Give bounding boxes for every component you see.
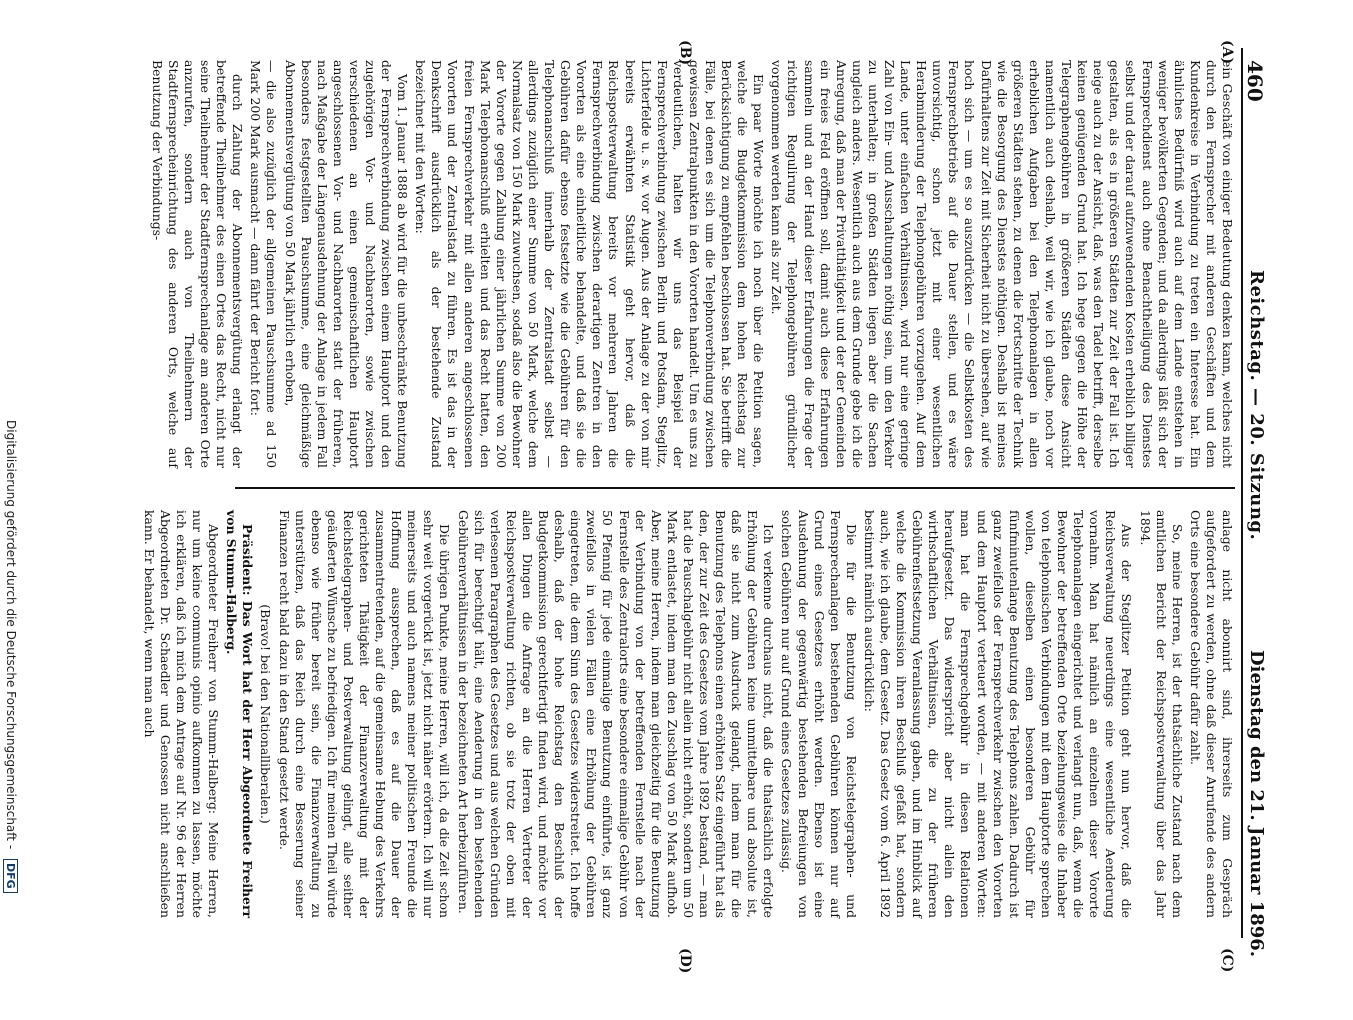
margin-mark-b: (B) xyxy=(677,40,693,66)
paragraph: Ein paar Worte möchte ich noch über die Petition sagen, welche die Budgetkommission dem hohen Reichstag zur Berücksichtigung zu empfehlen beschlossen hat. Sie betrifft die Fälle, bei denen es sich um die Telephonverbindung zwischen gewissen Zentralpunkten in den Vororten handelt. Um es uns zu verdeutlichen, halten wir uns das Beispiel der Fernsprechverbindung zwischen Berlin und Potsdam, Steglitz, Lichterfelde u. s. w. vor Augen. Aus der Anlage zu der von mir bereits erwähnten Statistik geht hervor, daß die Reichspostverwaltung bereits vor mehreren Jahren die Fernsprechverbindung zwischen derartigen Zentren in den Vororten als eine einheitliche behandelte, und daß sie die Gebühren dafür ebenso festsetzte wie die Gebühren für den Telephonanschluß innerhalb der Zentralstadt selbst — allerdings zuzüglich einer Summe von 50 Mark, welche dem Normalsatz von 150 Mark zuwuchsen, sodaß also die Bewohner der Vororte gegen Zahlung einer jährlichen Summe von 200 Mark Telephonanschluß erhielten und das Recht hatten, den freien Fernsprechverkehr mit allen anderen angeschlossenen Vororten und der Zentralstadt zu führen. Es ist das in der Denkschrift ausdrücklich als der bestehende Zustand bezeichnet mit den Worten: xyxy=(413,60,767,468)
session-date: Dienstag den 21. Januar 1896. xyxy=(1246,650,1267,958)
running-head: Reichstag. — 20. Sitzung. xyxy=(1246,270,1267,541)
margin-mark-a: (A) xyxy=(1219,40,1235,65)
margin-mark-d: (D) xyxy=(677,948,693,974)
paragraph: — die also zuzüglich der allgemeinen Pauschsumme ad 150 Mark 200 Mark ausmacht — dann fährt der Bericht fort: xyxy=(248,60,280,468)
right-text-column xyxy=(141,510,1235,918)
digitization-credit xyxy=(0,420,18,1020)
header-rule xyxy=(1241,48,1243,938)
applause-note: (Bravo! bei den Nationalliberalen.) xyxy=(258,604,274,824)
quoted-paragraph: Vom 1. Januar 1888 ab wird für die unbeschränkte Benutzung der Fernsprechverbindung zwischen einem Hauptort und den zugehörigen Vor- und Nachbarorten, sowie zwischen verschiedenen an einen gemeinschaftlichen Hauptort angeschlossenen Vor- und Nachbarorten statt der früheren, nach Maßgabe der Längenausdehnung der Anlage in jedem Fall besonders festgestellten Pauschsumme, eine gleichmäßige Abonnementsvergütung von 50 Mark jährlich erhoben, xyxy=(282,60,411,468)
quoted-paragraph: Die für die Benutzung von Reichstelegraphen- und Fernsprechanlagen bestehenden Gebühren können nur auf Grund eines Gesetzes erhöht werden. Ebenso ist eine Ausdehnung der gegenwärtig bestehenden Befreiungen von solchen Gebühren nur auf Grund eines Gesetzes zulässig. xyxy=(779,510,859,918)
paragraph: So, meine Herren, ist der thatsächliche Zustand nach dem amtlichen Bericht der Reichspostverwaltung über das Jahr 1894. xyxy=(1137,510,1185,918)
page-number: 460 xyxy=(1243,60,1267,102)
column-divider xyxy=(235,487,1235,489)
paragraph: anlage nicht abonnirt sind, ihrerseits zum Gespräch aufgefordert zu werden, ohne daß dieser Anrufende des andern Orts eine besondere Gebühr dafür zahlt. xyxy=(1187,510,1235,918)
paragraph: Aus der Steglitzer Petition geht nun hervor, daß die Reichsverwaltung neuerdings eine wesentliche Aenderung vornahm. Man hat nämlich an einzelnen dieser Vororte Telephonanlagen eingerichtet und verlangt nun, daß, wenn die Bewohner der betreffenden Orte beziehungsweise die Inhaber von telephonischen Verbindungen mit dem Hauptorte sprechen wollen, dieselben einen besonderen Gebühr für fünfminutenlange Benutzung des Telephons zahlen. Dadurch ist ganz zweifellos der Fernsprechverkehr zwischen den Vororten und dem Hauptort verteuert worden, — mit anderen Worten: man hat die Fernsprechgebühr in diesen Relationen heraufgesetzt. Das widerspricht aber nicht allein den wirthschaftlichen Verhältnissen, die zu der früheren Gebührenfestsetzung Veranlassung gaben, und im Hinblick auf welche die Kommission ihren Beschluß gefaßt hat, sondern auch, wie ich glaube, dem Gesetz. Das Gesetz vom 6. April 1892 bestimmt nämlich ausdrücklich: xyxy=(861,510,1135,918)
left-text-column xyxy=(149,60,1235,468)
paragraph: Die übrigen Punkte, meine Herren, will ich, da die Zeit schon sehr weit vorgerückt ist, jetzt nicht näher erörtern. Ich will nur meinerseits und auch namens meiner politischen Freunde die Hoffnung aussprechen, daß es auf die Dauer der zusammentretenden, auf die gemeinsame Hebung des Verkehrs gerichteten Thätigkeit der Finanzverwaltung mit der Reichstelegraphen- und Postverwaltung gelingt, alle seither geäußerten Wünsche zu befriedigen. Ich für meinen Theil würde ebenso wie früher bereit sein, die Finanzverwaltung zu unterstützen, daß das Reich durch eine Besserung seiner Finanzen recht bald dazu in den Stand gesetzt werde. xyxy=(276,510,453,918)
paragraph: ein Geschäft von einiger Bedeutung denken kann, welches nicht durch den Fernsprecher mit anderen Geschäften und dem Kundenkreise in Verbindung zu treten ein Interesse hat. Ein ähnliches Bedürfniß wird auch auf dem Lande entstehen in weniger bevölkerten Gegenden; und da allerdings läßt sich der Fernsprechdienst auch ohne Benachtheiligung des Dienstes selbst und der darauf aufzuwendenden Kosten erheblich billiger gestalten, als es in größeren Städten zur Zeit der Fall ist. Ich neige auch zu der Ansicht, daß, was den Tadel betrifft, derselbe keinen genügenden Grund hat. Ich hege gegen die Höhe der Telegraphengebühren in größeren Städten diese Ansicht namentlich auch deshalb, weil wir, wie ich glaube, noch vor erheblichen Aufgaben bei den Telephonanlagen in allen größeren Städten stehen, zu denen die Fortschritte der Technik wie die Besorgung des Dienstes nöthigen. Deshalb ist meines Dafürhaltens zur Zeit mit Sicherheit nicht zu übersehen, auf wie hoch sich — um es so auszudrücken — die Selbstkosten des Fernsprechbetriebs auf die Dauer stellen, und es wäre unvorsichtig, schon jetzt mit einer wesentlichen Herabminderung der Telephongebühren vorzugehen. Auf dem Lande, unter einfachen Verhältnissen, wird nur eine geringe Zahl von Ein- und Ausschaltungen nöthig sein, um den Verkehr zu unterhalten; in großen Städten liegen aber die Sachen ungleich anders. Wesentlich auch aus dem Grunde gebe ich die Anregung, daß man der Privatthätigkeit und der der Gemeinden ein freies Feld eröffnen soll, damit auch diese Erfahrungen sammeln und an der Hand dieser Erfahrungen die Frage der richtigen Regulirung der Telephongebühren gründlicher vorgenommen werden kann als zur Zeit. xyxy=(769,60,1235,468)
speaker-paragraph: Abgeordneter Freiherr von Stumm-Halberg: Meine Herren, nur um keine communis opinio aufkommen zu lassen, möchte ich erklären, daß ich mich dem Antrage auf Nr. 96 der Herren Abgeordneten Dr. Schaedler und Genossen nicht anschließen kann. Er behandelt, wenn man auch xyxy=(141,510,222,918)
speaker-paragraph: Präsident: Das Wort hat der Herr Abgeordnete Freiherr von Stumm-Halberg. xyxy=(224,510,256,918)
paragraph: Ich verkenne durchaus nicht, daß die thatsächlich erfolgte Erhöhung der Gebühren keine unmittelbare und absolute ist, daß sie nicht zum Ausdruck gelangt, indem man für die Benutzung des Telephons einen erhöhten Satz eingeführt hat als den, der zur Zeit des Gesetzes vom Jahre 1892 bestand, — man hat die Pauschalgebühr nicht allein nicht erhöht, sondern um 50 Mark entlastet, indem man den Zuschlag von 50 Mark aufhob. Aber, meine Herren, indem man gleichzeitig für die Benutzung der Verbindung von der betreffenden Fernstelle nach der Fernstelle des Zentralorts eine besondere einmalige Gebühr von 50 Pfennig für jede einmalige Benutzung einführte, ist ganz zweifellos in vielen Fällen eine Erhöhung der Gebühren eingetreten, die dem Sinn des Gesetzes widerstreitet. Ich hoffe deshalb, daß der hohe Reichstag den Beschluß der Budgetkommission gerechtfertigt finden wird, und möchte vor allen Dingen die Anfrage an die Herren Vertreter der Reichspostverwaltung richten, ob sie trotz der oben mit verlesenen Paragraphen des Gesetzes und aus welchen Gründen sich für berechtigt hält, eine Aenderung in den bestehenden Gebührenverhältnissen in der bezeichneten Art herbeizuführen. xyxy=(455,510,777,918)
dfg-logo: DFG xyxy=(3,859,18,893)
margin-mark-c: (C) xyxy=(1219,948,1235,973)
credit-text: Digitalisierung gefördert durch die Deutsche Forschungsgemeinschaft - xyxy=(4,420,18,850)
quoted-paragraph: durch Zahlung der Abonnementsvergütung erlangt der betreffende Theilnehmer des einen Ortes das Recht, nicht nur seine Theilnehmer der Stadtfernsprechanlage am anderen Orte anzurufen, sondern auch von Theilnehmern der Stadtfernsprecheinrichtung des anderen Orts, welche auf Benutzung der Verbindungs- xyxy=(149,60,246,468)
